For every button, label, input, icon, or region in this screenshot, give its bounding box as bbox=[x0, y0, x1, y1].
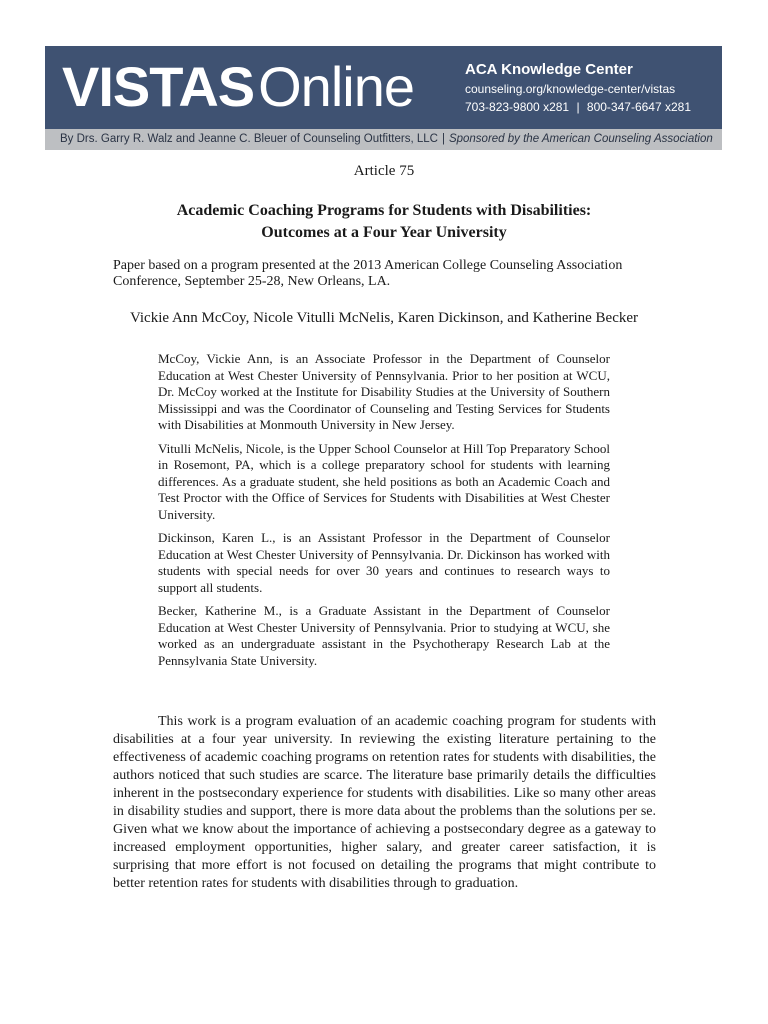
body-paragraph: This work is a program evaluation of an academic coaching program for students with disabilities at a four year university. In reviewing the existing literature pertaining to the effectiveness of academic coaching programs on retention rates for students with disabilities, the authors noticed that such studies are scarce. The literature base primarily details the difficulties inherent in the postsecondary experience for students with disabilities. Like so many other areas in disability studies and support, there is more data about the problems than the solutions per se. Given what we know about the importance of achieving a postsecondary degree as a gateway to increased employment opportunities, higher salary, and greater career satisfaction, it is surprising that more effort is not focused on detailing the programs that might contribute to better retention rates for students with disabilities through to graduation. bbox=[113, 714, 656, 891]
vistas-logo bbox=[62, 54, 414, 120]
vistas-banner bbox=[45, 46, 722, 150]
presentation-note: Paper based on a program presented at the 2013 American College Counseling Association Conference, September 25-28, New Orleans, LA. bbox=[113, 258, 623, 289]
author-bios bbox=[158, 351, 610, 676]
logo-online-text: Online bbox=[258, 55, 414, 118]
bio-mccoy: McCoy, Vickie Ann, is an Associate Professor in the Department of Counselor Education at West Chester University of Pennsylvania. Prior to her position at WCU, Dr. McCoy worked at the Institute for Disability Studies at the University of Southern Mississippi and was the Coordinator of Counseling and Testing Services for Students with Disabilities at Monmouth University in New Jersey. bbox=[158, 351, 610, 432]
article-number: Article 75 bbox=[353, 163, 415, 179]
title-line-1: Academic Coaching Programs for Students with Disabilities: bbox=[176, 202, 592, 219]
logo-vistas-text: VISTAS bbox=[62, 55, 255, 118]
article-title bbox=[0, 200, 768, 244]
byline-separator: | bbox=[441, 133, 445, 145]
byline-text: By Drs. Garry R. Walz and Jeanne C. Bleuer of Counseling Outfitters, LLC bbox=[60, 133, 438, 145]
phone-separator: | bbox=[576, 100, 580, 114]
bio-becker: Becker, Katherine M., is a Graduate Assistant in the Department of Counselor Education at West Chester University of Pennsylvania. Prior to studying at WCU, she worked as an undergraduate assistant in the Psychotherapy Research Lab at the Pennsylvania State University. bbox=[158, 603, 610, 668]
banner-header bbox=[45, 46, 722, 129]
author-list: Vickie Ann McCoy, Nicole Vitulli McNelis, Karen Dickinson, and Katherine Becker bbox=[129, 310, 639, 326]
knowledge-center-label: ACA Knowledge Center bbox=[465, 61, 633, 78]
website-url: counseling.org/knowledge-center/vistas bbox=[465, 82, 676, 96]
phone-primary: 703-823-9800 x281 bbox=[465, 100, 570, 114]
contact-info bbox=[465, 60, 710, 116]
byline-strip bbox=[45, 129, 722, 150]
phone-numbers bbox=[465, 98, 710, 116]
sponsor-text: Sponsored by the American Counseling Association bbox=[448, 133, 713, 145]
title-line-2: Outcomes at a Four Year University bbox=[261, 224, 507, 241]
bio-dickinson: Dickinson, Karen L., is an Assistant Professor in the Department of Counselor Education at West Chester University of Pennsylvania. Dr. Dickinson has worked with students with special needs for over 30 years and continues to research ways to support all students. bbox=[158, 530, 610, 595]
bio-vitulli-mcnelis: Vitulli McNelis, Nicole, is the Upper School Counselor at Hill Top Preparatory School in Rosemont, PA, which is a college preparatory school for students with learning differences. As a graduate student, she held positions as both an Academic Coach and Test Proctor with the Office of Services for Students with Disabilities at West Chester University. bbox=[158, 440, 610, 522]
phone-secondary: 800-347-6647 x281 bbox=[586, 100, 691, 114]
